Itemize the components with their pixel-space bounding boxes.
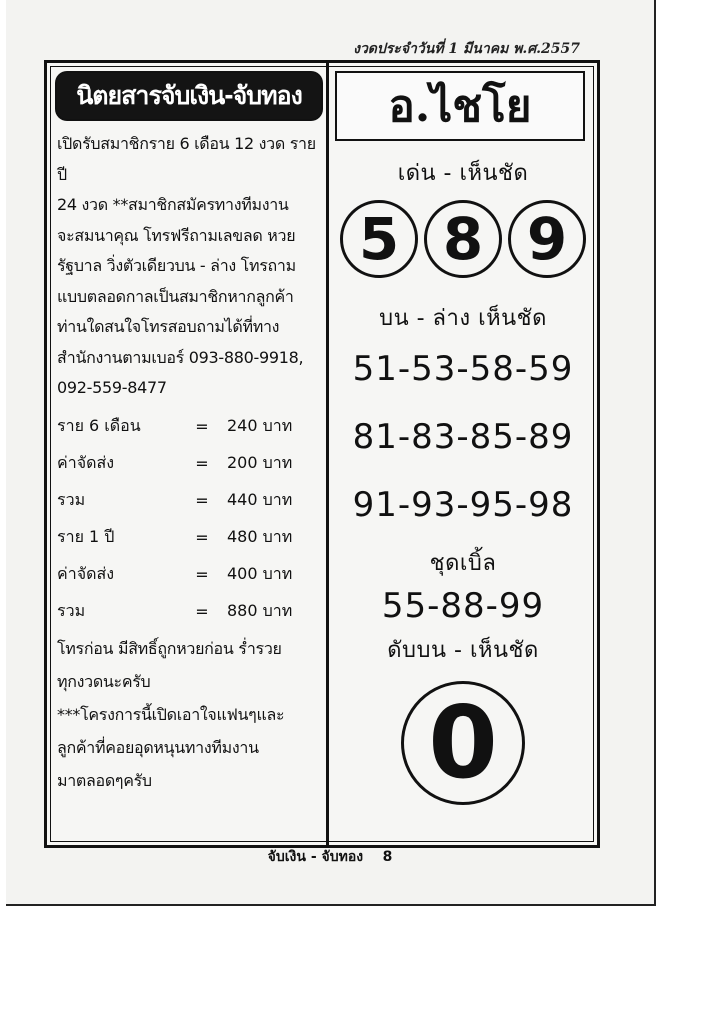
highlight-digit: 8 [424,200,502,278]
price-label: ค่าจัดส่ง [57,563,115,583]
magazine-page [6,0,656,906]
double-numbers: 55-88-99 [381,586,545,626]
intro-line: แบบตลอดกาลเป็นสมาชิกหากลูกค้า [57,286,294,306]
price-amount: 200 บาท [227,452,293,472]
page-footer: จับเงิน - จับทอง 8 [267,849,393,865]
highlight-label: เด่น - เห็นชัด [397,161,529,186]
closing-line: ***โครงการนี้เปิดเอาใจแฟนๆและ [57,704,285,724]
price-label: ราย 1 ปี [57,526,115,546]
number-line: 81-83-85-89 [352,417,574,457]
price-label: รวม [57,489,86,509]
price-amount: 480 บาท [227,526,293,546]
price-table [57,408,321,630]
content-frame [44,60,600,848]
price-row [57,593,321,630]
membership-column [57,73,321,797]
highlight-digit: 5 [340,200,418,278]
lottery-tips-column [333,69,593,805]
top-label: ดับบน - เห็นชัด [387,638,539,663]
closing-line: โทรก่อน มีสิทธิ์ถูกหวยก่อน ร่ำรวย [57,638,282,658]
price-row [57,556,321,593]
price-amount: 880 บาท [227,600,293,620]
column-divider [326,63,329,845]
closing-line: ทุกงวดนะครับ [57,671,151,691]
double-label: ชุดเบิ้ล [429,551,497,576]
price-amount: 240 บาท [227,415,293,435]
price-row [57,519,321,556]
closing-notes [57,632,321,797]
price-amount: 400 บาท [227,563,293,583]
price-label: รวม [57,600,86,620]
equals-sign: = [195,453,209,473]
equals-sign: = [195,416,209,436]
equals-sign: = [195,527,209,547]
intro-line: รัฐบาล วิ่งตัวเดียวบน - ล่าง โทรถาม [57,256,296,275]
issue-date-header: งวดประจำวันที่ 1 มีนาคม พ.ศ.2557 [353,41,580,57]
number-line: 51-53-58-59 [352,349,574,389]
equals-sign: = [195,490,209,510]
equals-sign: = [195,564,209,584]
tipster-name-box: อ.ไชโย [335,71,585,141]
closing-line: มาตลอดๆครับ [57,770,152,790]
price-amount: 440 บาท [227,489,293,509]
closing-line: ลูกค้าที่คอยอุดหนุนทางทีมงาน [57,737,259,757]
intro-line: สำนักงานตามเบอร์ 093-880-9918, [57,347,304,367]
price-label: ราย 6 เดือน [57,415,141,435]
top-digit-circle [401,681,525,805]
upper-lower-label: บน - ล่าง เห็นชัด [379,306,547,331]
price-row [57,482,321,519]
intro-line: เปิดรับสมาชิกราย 6 เดือน 12 งวด รายปี [57,134,316,184]
price-row [57,445,321,482]
equals-sign: = [195,601,209,621]
top-digit: 0 [428,684,498,801]
magazine-title-banner: นิตยสารจับเงิน-จับทอง [57,73,321,119]
intro-line: ท่านใดสนใจโทรสอบถามได้ที่ทาง [57,317,280,336]
membership-intro [57,129,321,404]
intro-line: 24 งวด **สมาชิกสมัครทางทีมงาน [57,195,289,214]
number-line: 91-93-95-98 [352,485,574,525]
price-row [57,408,321,445]
highlight-digit: 9 [508,200,586,278]
price-label: ค่าจัดส่ง [57,452,115,472]
intro-line: 092-559-8477 [57,378,167,397]
intro-line: จะสมนาคุณ โทรฟรีถามเลขลด หวย [57,225,296,245]
highlight-digits [333,200,593,278]
